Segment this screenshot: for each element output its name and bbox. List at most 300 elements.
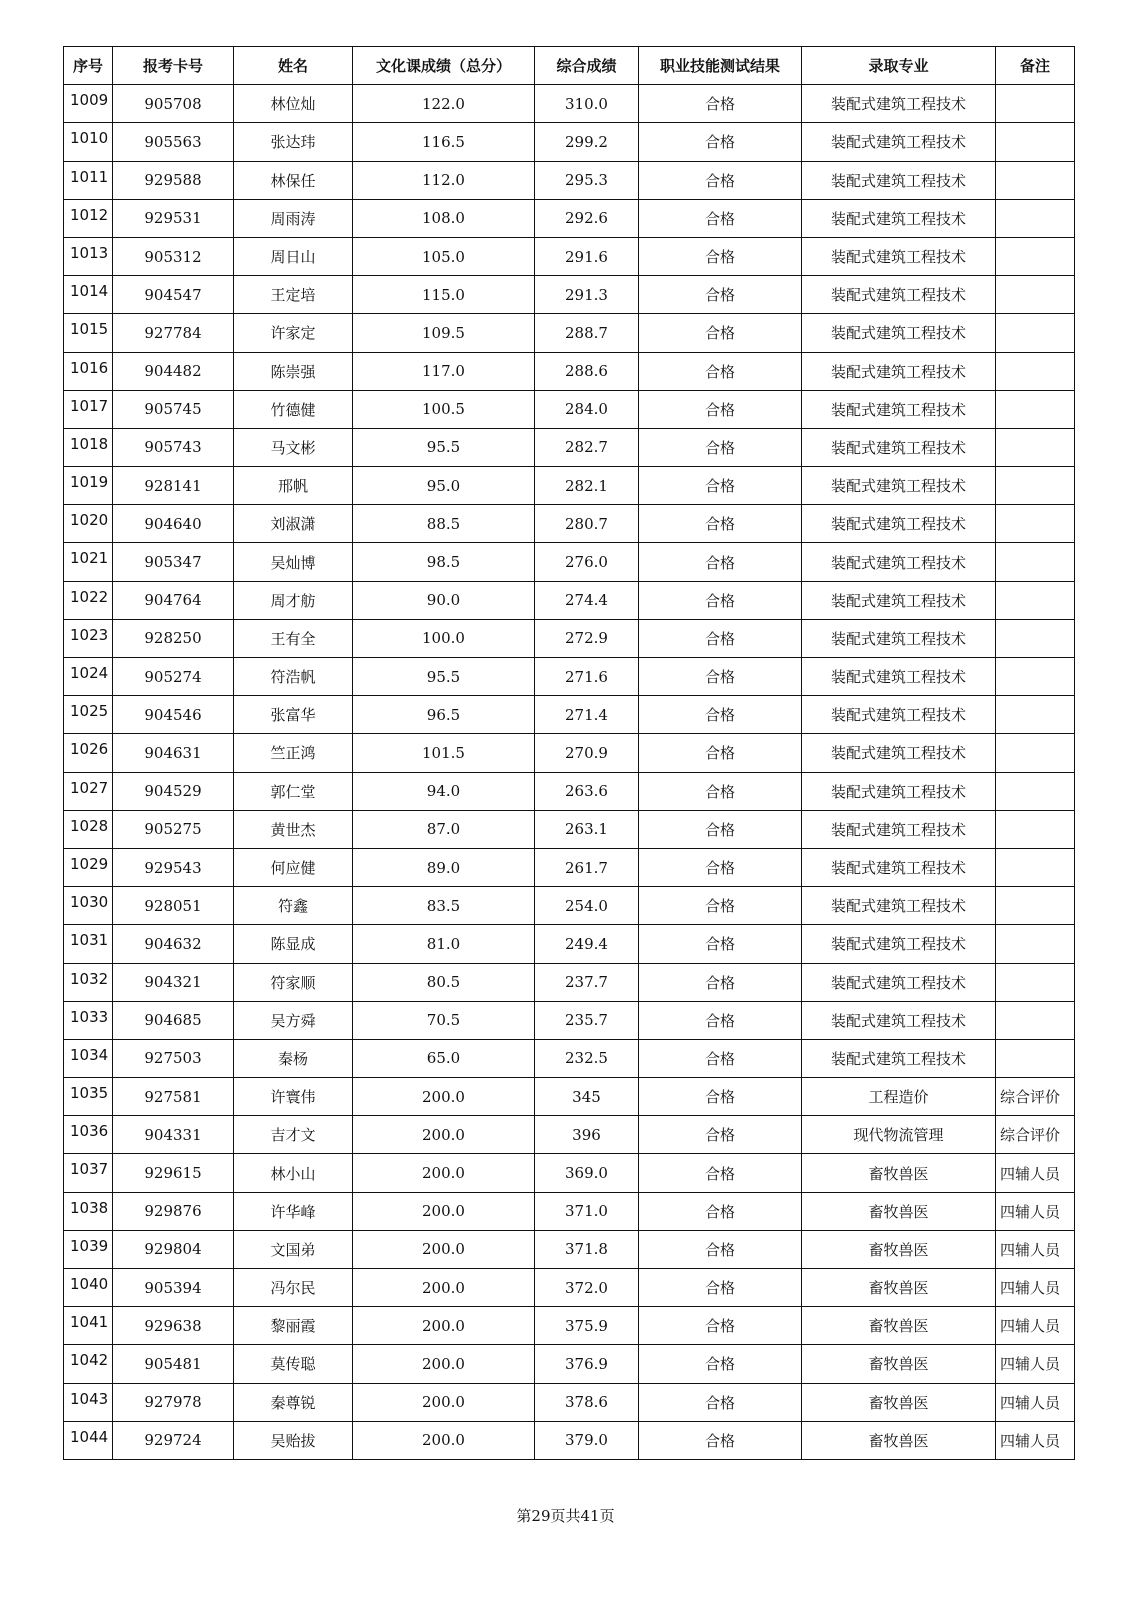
table-row (64, 619, 1075, 657)
remark-cell (996, 1001, 1075, 1039)
major-cell: 装配式建筑工程技术 (802, 963, 996, 1001)
table-row (64, 237, 1075, 275)
remark-cell (996, 85, 1075, 123)
card-number-cell: 904685 (113, 1001, 234, 1039)
culture-score-cell: 96.5 (353, 696, 535, 734)
remark-cell (996, 161, 1075, 199)
total-score-cell: 254.0 (535, 887, 639, 925)
remark-cell (996, 543, 1075, 581)
table-row (64, 1230, 1075, 1268)
remark-cell: 四辅人员 (996, 1154, 1075, 1192)
table-row (64, 390, 1075, 428)
major-cell: 现代物流管理 (802, 1116, 996, 1154)
seq-cell: 1022 (64, 581, 113, 619)
remark-cell (996, 925, 1075, 963)
major-cell: 装配式建筑工程技术 (802, 1039, 996, 1077)
table-row (64, 199, 1075, 237)
header-col-name: 姓名 (234, 47, 353, 85)
culture-score-cell: 83.5 (353, 887, 535, 925)
culture-score-cell: 105.0 (353, 237, 535, 275)
table-row (64, 1269, 1075, 1307)
total-score-cell: 310.0 (535, 85, 639, 123)
name-cell: 莫传聪 (234, 1345, 353, 1383)
remark-cell (996, 581, 1075, 619)
total-score-cell: 372.0 (535, 1269, 639, 1307)
table-row (64, 658, 1075, 696)
culture-score-cell: 70.5 (353, 1001, 535, 1039)
name-cell: 竹德健 (234, 390, 353, 428)
culture-score-cell: 87.0 (353, 810, 535, 848)
culture-score-cell: 98.5 (353, 543, 535, 581)
skill-test-cell: 合格 (639, 352, 802, 390)
remark-cell: 四辅人员 (996, 1192, 1075, 1230)
header-col-culture-score: 文化课成绩（总分） (353, 47, 535, 85)
name-cell: 张达玮 (234, 123, 353, 161)
total-score-cell: 263.1 (535, 810, 639, 848)
remark-cell (996, 428, 1075, 466)
name-cell: 张富华 (234, 696, 353, 734)
total-score-cell: 291.3 (535, 276, 639, 314)
culture-score-cell: 100.5 (353, 390, 535, 428)
name-cell: 王有全 (234, 619, 353, 657)
major-cell: 装配式建筑工程技术 (802, 237, 996, 275)
skill-test-cell: 合格 (639, 199, 802, 237)
seq-cell: 1036 (64, 1116, 113, 1154)
card-number-cell: 905394 (113, 1269, 234, 1307)
table-row (64, 1001, 1075, 1039)
name-cell: 周日山 (234, 237, 353, 275)
skill-test-cell: 合格 (639, 467, 802, 505)
card-number-cell: 905274 (113, 658, 234, 696)
table-row (64, 467, 1075, 505)
culture-score-cell: 115.0 (353, 276, 535, 314)
total-score-cell: 288.7 (535, 314, 639, 352)
culture-score-cell: 95.0 (353, 467, 535, 505)
total-score-cell: 263.6 (535, 772, 639, 810)
total-score-cell: 280.7 (535, 505, 639, 543)
skill-test-cell: 合格 (639, 161, 802, 199)
culture-score-cell: 122.0 (353, 85, 535, 123)
name-cell: 吉才文 (234, 1116, 353, 1154)
remark-cell: 综合评价 (996, 1116, 1075, 1154)
seq-cell: 1028 (64, 810, 113, 848)
seq-cell: 1012 (64, 199, 113, 237)
table-row (64, 1116, 1075, 1154)
remark-cell (996, 390, 1075, 428)
culture-score-cell: 200.0 (353, 1192, 535, 1230)
remark-cell (996, 696, 1075, 734)
remark-cell (996, 505, 1075, 543)
total-score-cell: 295.3 (535, 161, 639, 199)
name-cell: 符鑫 (234, 887, 353, 925)
major-cell: 装配式建筑工程技术 (802, 314, 996, 352)
name-cell: 符家顺 (234, 963, 353, 1001)
culture-score-cell: 117.0 (353, 352, 535, 390)
total-score-cell: 276.0 (535, 543, 639, 581)
seq-cell: 1015 (64, 314, 113, 352)
seq-cell: 1043 (64, 1383, 113, 1421)
name-cell: 黎丽霞 (234, 1307, 353, 1345)
culture-score-cell: 200.0 (353, 1078, 535, 1116)
total-score-cell: 288.6 (535, 352, 639, 390)
seq-cell: 1016 (64, 352, 113, 390)
major-cell: 工程造价 (802, 1078, 996, 1116)
culture-score-cell: 112.0 (353, 161, 535, 199)
major-cell: 装配式建筑工程技术 (802, 848, 996, 886)
skill-test-cell: 合格 (639, 1001, 802, 1039)
card-number-cell: 928051 (113, 887, 234, 925)
remark-cell: 四辅人员 (996, 1230, 1075, 1268)
table-row (64, 1345, 1075, 1383)
table-row (64, 85, 1075, 123)
header-col-seq: 序号 (64, 47, 113, 85)
remark-cell (996, 772, 1075, 810)
card-number-cell: 905275 (113, 810, 234, 848)
remark-cell: 四辅人员 (996, 1345, 1075, 1383)
skill-test-cell: 合格 (639, 887, 802, 925)
remark-cell (996, 658, 1075, 696)
table-body (64, 85, 1075, 1460)
major-cell: 装配式建筑工程技术 (802, 276, 996, 314)
total-score-cell: 271.4 (535, 696, 639, 734)
card-number-cell: 929638 (113, 1307, 234, 1345)
skill-test-cell: 合格 (639, 85, 802, 123)
card-number-cell: 904640 (113, 505, 234, 543)
card-number-cell: 927581 (113, 1078, 234, 1116)
remark-cell: 四辅人员 (996, 1269, 1075, 1307)
skill-test-cell: 合格 (639, 543, 802, 581)
name-cell: 冯尔民 (234, 1269, 353, 1307)
skill-test-cell: 合格 (639, 848, 802, 886)
card-number-cell: 928250 (113, 619, 234, 657)
major-cell: 装配式建筑工程技术 (802, 887, 996, 925)
card-number-cell: 929804 (113, 1230, 234, 1268)
skill-test-cell: 合格 (639, 1039, 802, 1077)
card-number-cell: 927978 (113, 1383, 234, 1421)
remark-cell (996, 352, 1075, 390)
card-number-cell: 929588 (113, 161, 234, 199)
culture-score-cell: 116.5 (353, 123, 535, 161)
remark-cell (996, 887, 1075, 925)
table-row (64, 1307, 1075, 1345)
table-row (64, 1078, 1075, 1116)
skill-test-cell: 合格 (639, 428, 802, 466)
seq-cell: 1023 (64, 619, 113, 657)
major-cell: 装配式建筑工程技术 (802, 505, 996, 543)
seq-cell: 1038 (64, 1192, 113, 1230)
total-score-cell: 369.0 (535, 1154, 639, 1192)
skill-test-cell: 合格 (639, 314, 802, 352)
total-score-cell: 396 (535, 1116, 639, 1154)
card-number-cell: 929615 (113, 1154, 234, 1192)
major-cell: 装配式建筑工程技术 (802, 619, 996, 657)
name-cell: 文国弟 (234, 1230, 353, 1268)
header-col-card-number: 报考卡号 (113, 47, 234, 85)
skill-test-cell: 合格 (639, 1421, 802, 1459)
total-score-cell: 371.8 (535, 1230, 639, 1268)
card-number-cell: 928141 (113, 467, 234, 505)
table-row (64, 543, 1075, 581)
table-row (64, 581, 1075, 619)
seq-cell: 1026 (64, 734, 113, 772)
remark-cell (996, 810, 1075, 848)
major-cell: 畜牧兽医 (802, 1269, 996, 1307)
card-number-cell: 905708 (113, 85, 234, 123)
remark-cell (996, 123, 1075, 161)
name-cell: 陈显成 (234, 925, 353, 963)
remark-cell: 四辅人员 (996, 1307, 1075, 1345)
name-cell: 林位灿 (234, 85, 353, 123)
card-number-cell: 905743 (113, 428, 234, 466)
remark-cell (996, 199, 1075, 237)
major-cell: 装配式建筑工程技术 (802, 810, 996, 848)
total-score-cell: 249.4 (535, 925, 639, 963)
culture-score-cell: 81.0 (353, 925, 535, 963)
skill-test-cell: 合格 (639, 1345, 802, 1383)
card-number-cell: 904482 (113, 352, 234, 390)
page-number: 第29页共41页 (516, 1507, 615, 1525)
culture-score-cell: 200.0 (353, 1154, 535, 1192)
remark-cell (996, 848, 1075, 886)
skill-test-cell: 合格 (639, 1116, 802, 1154)
seq-cell: 1040 (64, 1269, 113, 1307)
major-cell: 装配式建筑工程技术 (802, 85, 996, 123)
culture-score-cell: 200.0 (353, 1383, 535, 1421)
header-col-skill-test: 职业技能测试结果 (639, 47, 802, 85)
table-row (64, 123, 1075, 161)
name-cell: 符浩帆 (234, 658, 353, 696)
culture-score-cell: 200.0 (353, 1345, 535, 1383)
total-score-cell: 299.2 (535, 123, 639, 161)
major-cell: 装配式建筑工程技术 (802, 123, 996, 161)
remark-cell (996, 467, 1075, 505)
total-score-cell: 378.6 (535, 1383, 639, 1421)
culture-score-cell: 109.5 (353, 314, 535, 352)
major-cell: 装配式建筑工程技术 (802, 467, 996, 505)
skill-test-cell: 合格 (639, 810, 802, 848)
culture-score-cell: 80.5 (353, 963, 535, 1001)
header-col-major: 录取专业 (802, 47, 996, 85)
table-row (64, 505, 1075, 543)
name-cell: 黄世杰 (234, 810, 353, 848)
name-cell: 林保任 (234, 161, 353, 199)
seq-cell: 1034 (64, 1039, 113, 1077)
name-cell: 郭仁堂 (234, 772, 353, 810)
major-cell: 装配式建筑工程技术 (802, 734, 996, 772)
total-score-cell: 371.0 (535, 1192, 639, 1230)
remark-cell (996, 734, 1075, 772)
remark-cell (996, 237, 1075, 275)
name-cell: 周雨涛 (234, 199, 353, 237)
name-cell: 何应健 (234, 848, 353, 886)
name-cell: 吴灿博 (234, 543, 353, 581)
total-score-cell: 261.7 (535, 848, 639, 886)
major-cell: 装配式建筑工程技术 (802, 1001, 996, 1039)
skill-test-cell: 合格 (639, 658, 802, 696)
table-row (64, 696, 1075, 734)
card-number-cell: 904331 (113, 1116, 234, 1154)
total-score-cell: 235.7 (535, 1001, 639, 1039)
table-row (64, 1154, 1075, 1192)
culture-score-cell: 200.0 (353, 1307, 535, 1345)
header-col-remark: 备注 (996, 47, 1075, 85)
seq-cell: 1033 (64, 1001, 113, 1039)
table-row (64, 276, 1075, 314)
header-col-total-score: 综合成绩 (535, 47, 639, 85)
culture-score-cell: 200.0 (353, 1116, 535, 1154)
skill-test-cell: 合格 (639, 1269, 802, 1307)
name-cell: 许寰伟 (234, 1078, 353, 1116)
card-number-cell: 927503 (113, 1039, 234, 1077)
table-row (64, 963, 1075, 1001)
seq-cell: 1041 (64, 1307, 113, 1345)
card-number-cell: 904632 (113, 925, 234, 963)
major-cell: 畜牧兽医 (802, 1307, 996, 1345)
seq-cell: 1037 (64, 1154, 113, 1192)
card-number-cell: 905745 (113, 390, 234, 428)
culture-score-cell: 101.5 (353, 734, 535, 772)
culture-score-cell: 95.5 (353, 428, 535, 466)
major-cell: 装配式建筑工程技术 (802, 199, 996, 237)
name-cell: 吴贻拔 (234, 1421, 353, 1459)
card-number-cell: 904547 (113, 276, 234, 314)
total-score-cell: 379.0 (535, 1421, 639, 1459)
skill-test-cell: 合格 (639, 1307, 802, 1345)
skill-test-cell: 合格 (639, 1154, 802, 1192)
skill-test-cell: 合格 (639, 696, 802, 734)
card-number-cell: 929543 (113, 848, 234, 886)
table-row (64, 428, 1075, 466)
major-cell: 畜牧兽医 (802, 1230, 996, 1268)
name-cell: 许家定 (234, 314, 353, 352)
skill-test-cell: 合格 (639, 1192, 802, 1230)
total-score-cell: 282.1 (535, 467, 639, 505)
skill-test-cell: 合格 (639, 925, 802, 963)
seq-cell: 1032 (64, 963, 113, 1001)
skill-test-cell: 合格 (639, 772, 802, 810)
seq-cell: 1044 (64, 1421, 113, 1459)
name-cell: 邢帆 (234, 467, 353, 505)
name-cell: 陈崇强 (234, 352, 353, 390)
seq-cell: 1025 (64, 696, 113, 734)
total-score-cell: 345 (535, 1078, 639, 1116)
skill-test-cell: 合格 (639, 963, 802, 1001)
seq-cell: 1020 (64, 505, 113, 543)
card-number-cell: 905347 (113, 543, 234, 581)
skill-test-cell: 合格 (639, 1230, 802, 1268)
table-row (64, 1039, 1075, 1077)
skill-test-cell: 合格 (639, 734, 802, 772)
seq-cell: 1024 (64, 658, 113, 696)
culture-score-cell: 108.0 (353, 199, 535, 237)
major-cell: 装配式建筑工程技术 (802, 696, 996, 734)
culture-score-cell: 65.0 (353, 1039, 535, 1077)
total-score-cell: 232.5 (535, 1039, 639, 1077)
culture-score-cell: 89.0 (353, 848, 535, 886)
seq-cell: 1042 (64, 1345, 113, 1383)
remark-cell (996, 619, 1075, 657)
seq-cell: 1018 (64, 428, 113, 466)
major-cell: 装配式建筑工程技术 (802, 581, 996, 619)
seq-cell: 1017 (64, 390, 113, 428)
skill-test-cell: 合格 (639, 581, 802, 619)
name-cell: 秦尊锐 (234, 1383, 353, 1421)
card-number-cell: 904546 (113, 696, 234, 734)
culture-score-cell: 94.0 (353, 772, 535, 810)
name-cell: 林小山 (234, 1154, 353, 1192)
culture-score-cell: 100.0 (353, 619, 535, 657)
total-score-cell: 291.6 (535, 237, 639, 275)
remark-cell: 四辅人员 (996, 1383, 1075, 1421)
total-score-cell: 376.9 (535, 1345, 639, 1383)
table-row (64, 848, 1075, 886)
total-score-cell: 272.9 (535, 619, 639, 657)
major-cell: 装配式建筑工程技术 (802, 543, 996, 581)
major-cell: 装配式建筑工程技术 (802, 161, 996, 199)
table-row (64, 772, 1075, 810)
major-cell: 畜牧兽医 (802, 1345, 996, 1383)
major-cell: 装配式建筑工程技术 (802, 390, 996, 428)
culture-score-cell: 200.0 (353, 1269, 535, 1307)
culture-score-cell: 200.0 (353, 1421, 535, 1459)
card-number-cell: 904321 (113, 963, 234, 1001)
culture-score-cell: 90.0 (353, 581, 535, 619)
total-score-cell: 292.6 (535, 199, 639, 237)
major-cell: 装配式建筑工程技术 (802, 658, 996, 696)
seq-cell: 1014 (64, 276, 113, 314)
total-score-cell: 270.9 (535, 734, 639, 772)
culture-score-cell: 95.5 (353, 658, 535, 696)
skill-test-cell: 合格 (639, 237, 802, 275)
skill-test-cell: 合格 (639, 390, 802, 428)
name-cell: 竺正鸿 (234, 734, 353, 772)
seq-cell: 1027 (64, 772, 113, 810)
skill-test-cell: 合格 (639, 619, 802, 657)
total-score-cell: 271.6 (535, 658, 639, 696)
remark-cell (996, 276, 1075, 314)
table-row (64, 314, 1075, 352)
seq-cell: 1031 (64, 925, 113, 963)
name-cell: 周才舫 (234, 581, 353, 619)
seq-cell: 1010 (64, 123, 113, 161)
major-cell: 装配式建筑工程技术 (802, 925, 996, 963)
skill-test-cell: 合格 (639, 276, 802, 314)
skill-test-cell: 合格 (639, 1078, 802, 1116)
seq-cell: 1019 (64, 467, 113, 505)
table-row (64, 810, 1075, 848)
seq-cell: 1035 (64, 1078, 113, 1116)
card-number-cell: 904764 (113, 581, 234, 619)
major-cell: 装配式建筑工程技术 (802, 428, 996, 466)
skill-test-cell: 合格 (639, 1383, 802, 1421)
major-cell: 畜牧兽医 (802, 1383, 996, 1421)
name-cell: 吴方舜 (234, 1001, 353, 1039)
table-row (64, 1421, 1075, 1459)
name-cell: 秦杨 (234, 1039, 353, 1077)
culture-score-cell: 200.0 (353, 1230, 535, 1268)
skill-test-cell: 合格 (639, 123, 802, 161)
table-row (64, 1192, 1075, 1230)
name-cell: 马文彬 (234, 428, 353, 466)
card-number-cell: 905563 (113, 123, 234, 161)
total-score-cell: 282.7 (535, 428, 639, 466)
major-cell: 畜牧兽医 (802, 1192, 996, 1230)
total-score-cell: 237.7 (535, 963, 639, 1001)
card-number-cell: 927784 (113, 314, 234, 352)
card-number-cell: 904631 (113, 734, 234, 772)
remark-cell: 综合评价 (996, 1078, 1075, 1116)
card-number-cell: 929724 (113, 1421, 234, 1459)
